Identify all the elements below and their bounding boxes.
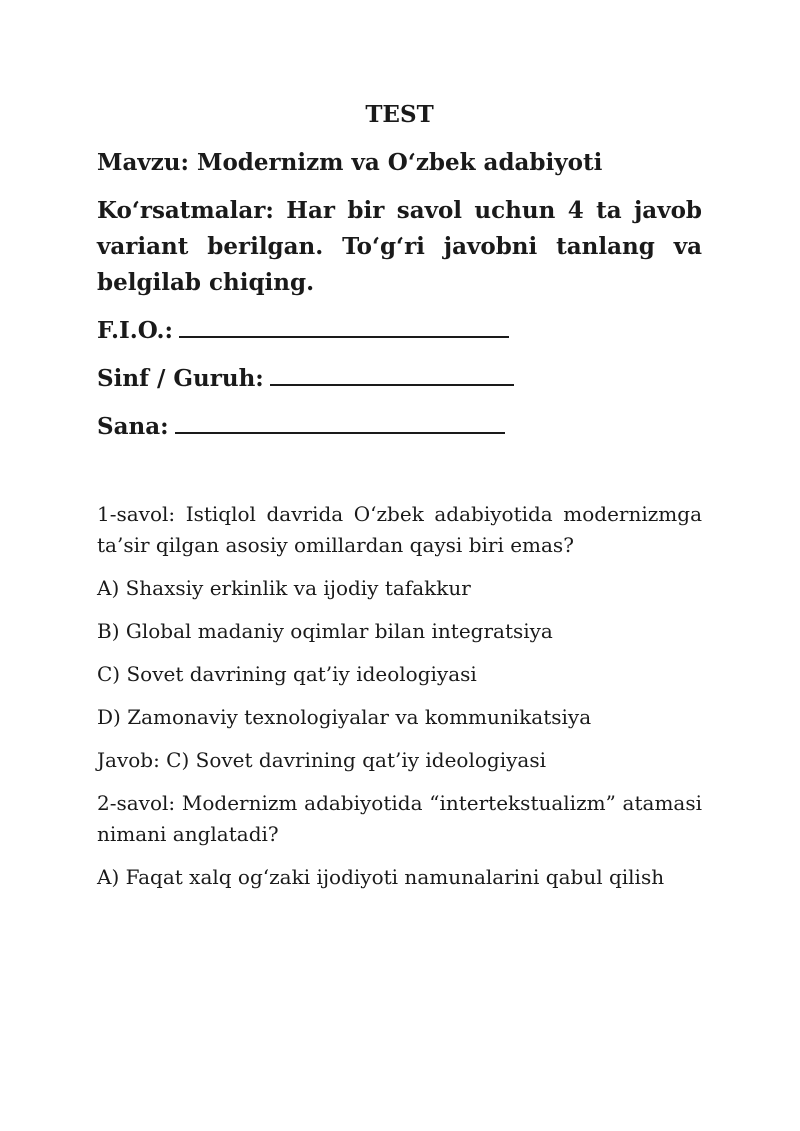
name-field [97,313,702,349]
name-field-label: F.I.O.: [97,317,173,344]
test-sheet [97,98,702,905]
question-2-text: 2-savol: Modernizm adabiyotida “intertekstualizm” atamasi nimani anglatadi? [97,791,702,846]
question-1-text: 1-savol: Istiqlol davrida O‘zbek adabiyotida modernizmga ta’sir qilgan asosiy omillardan qaysi biri emas? [97,502,702,557]
group-field-blank[interactable] [270,362,514,386]
section-spacer [97,457,702,499]
question-1-option-d: D) Zamonaviy texnologiyalar va kommunikatsiya [97,705,592,729]
question-2-option-a: A) Faqat xalq og‘zaki ijodiyoti namunalarini qabul qilish [97,865,665,889]
question-1-option-c: C) Sovet davrining qat’iy ideologiyasi [97,662,477,686]
question-1-option-b: B) Global madaniy oqimlar bilan integratsiya [97,619,553,643]
group-field [97,361,702,397]
name-field-blank[interactable] [179,314,509,338]
date-field [97,409,702,445]
instructions-text: Ko‘rsatmalar: Har bir savol uchun 4 ta javob variant berilgan. To‘g‘ri javobni tanlang va belgilab chiqing. [97,197,702,296]
date-field-blank[interactable] [175,410,505,434]
question-1-answer: Javob: C) Sovet davrining qat’iy ideologiyasi [97,748,546,772]
question-1-option-a: A) Shaxsiy erkinlik va ijodiy tafakkur [97,576,471,600]
group-field-label: Sinf / Guruh: [97,365,264,392]
page-title: TEST [365,101,434,128]
date-field-label: Sana: [97,413,169,440]
topic-heading: Mavzu: Modernizm va O‘zbek adabiyoti [97,149,603,176]
